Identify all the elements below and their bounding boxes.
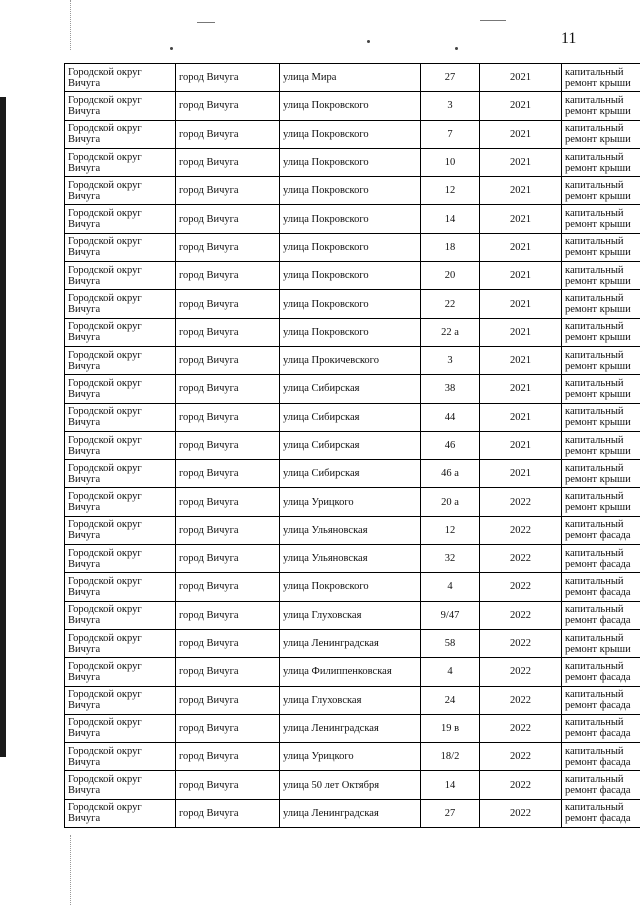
district-cell: Городской округ Вичуга: [65, 64, 176, 92]
table-row: [65, 205, 640, 233]
street-cell: улица Ленинградская: [280, 799, 421, 827]
scan-edge-shadow: [0, 97, 6, 757]
street-cell: улица Покровского: [280, 262, 421, 290]
street-cell: улица Прокичевского: [280, 346, 421, 374]
street-cell: улица Ульяновская: [280, 516, 421, 544]
year-cell: 2021: [480, 177, 562, 205]
street-cell: улица Покровского: [280, 233, 421, 261]
work-type-cell: капитальный ремонт крыши: [562, 120, 640, 148]
year-cell: 2022: [480, 714, 562, 742]
work-type-cell: капитальный ремонт крыши: [562, 403, 640, 431]
district-cell: Городской округ Вичуга: [65, 799, 176, 827]
scan-dot: [455, 47, 458, 50]
city-cell: город Вичуга: [176, 92, 280, 120]
district-cell: Городской округ Вичуга: [65, 743, 176, 771]
house-number-cell: 12: [421, 516, 480, 544]
district-cell: Городской округ Вичуга: [65, 346, 176, 374]
house-number-cell: 32: [421, 545, 480, 573]
year-cell: 2021: [480, 262, 562, 290]
table-row: [65, 148, 640, 176]
street-cell: улица Ленинградская: [280, 714, 421, 742]
house-number-cell: 58: [421, 629, 480, 657]
year-cell: 2022: [480, 743, 562, 771]
table-row: [65, 262, 640, 290]
house-number-cell: 4: [421, 658, 480, 686]
work-type-cell: капитальный ремонт фасада: [562, 601, 640, 629]
district-cell: Городской округ Вичуга: [65, 714, 176, 742]
year-cell: 2021: [480, 205, 562, 233]
street-cell: улица Ленинградская: [280, 629, 421, 657]
street-cell: улица Мира: [280, 64, 421, 92]
city-cell: город Вичуга: [176, 799, 280, 827]
street-cell: улица Покровского: [280, 290, 421, 318]
year-cell: 2022: [480, 658, 562, 686]
city-cell: город Вичуга: [176, 431, 280, 459]
street-cell: улица Покровского: [280, 120, 421, 148]
street-cell: улица Покровского: [280, 318, 421, 346]
table-row: [65, 545, 640, 573]
year-cell: 2021: [480, 431, 562, 459]
scan-dotted-line: [70, 835, 72, 905]
table-row: [65, 318, 640, 346]
house-number-cell: 20: [421, 262, 480, 290]
work-type-cell: капитальный ремонт крыши: [562, 233, 640, 261]
work-type-cell: капитальный ремонт крыши: [562, 460, 640, 488]
scan-dot: [170, 47, 173, 50]
work-type-cell: капитальный ремонт фасада: [562, 771, 640, 799]
year-cell: 2022: [480, 545, 562, 573]
city-cell: город Вичуга: [176, 573, 280, 601]
table-row: [65, 573, 640, 601]
city-cell: город Вичуга: [176, 375, 280, 403]
house-number-cell: 20 а: [421, 488, 480, 516]
district-cell: Городской округ Вичуга: [65, 375, 176, 403]
house-number-cell: 38: [421, 375, 480, 403]
city-cell: город Вичуга: [176, 686, 280, 714]
work-type-cell: капитальный ремонт крыши: [562, 290, 640, 318]
district-cell: Городской округ Вичуга: [65, 262, 176, 290]
scan-mark: [197, 22, 215, 23]
city-cell: город Вичуга: [176, 177, 280, 205]
work-type-cell: капитальный ремонт фасада: [562, 799, 640, 827]
work-type-cell: капитальный ремонт крыши: [562, 148, 640, 176]
district-cell: Городской округ Вичуга: [65, 516, 176, 544]
table-row: [65, 516, 640, 544]
district-cell: Городской округ Вичуга: [65, 403, 176, 431]
city-cell: город Вичуга: [176, 290, 280, 318]
table-row: [65, 658, 640, 686]
year-cell: 2022: [480, 601, 562, 629]
year-cell: 2021: [480, 92, 562, 120]
year-cell: 2021: [480, 148, 562, 176]
house-number-cell: 19 в: [421, 714, 480, 742]
city-cell: город Вичуга: [176, 120, 280, 148]
house-number-cell: 27: [421, 799, 480, 827]
year-cell: 2021: [480, 233, 562, 261]
city-cell: город Вичуга: [176, 771, 280, 799]
house-number-cell: 22: [421, 290, 480, 318]
district-cell: Городской округ Вичуга: [65, 290, 176, 318]
house-number-cell: 46: [421, 431, 480, 459]
district-cell: Городской округ Вичуга: [65, 177, 176, 205]
district-cell: Городской округ Вичуга: [65, 460, 176, 488]
district-cell: Городской округ Вичуга: [65, 233, 176, 261]
table-row: [65, 460, 640, 488]
year-cell: 2021: [480, 318, 562, 346]
work-type-cell: капитальный ремонт крыши: [562, 64, 640, 92]
district-cell: Городской округ Вичуга: [65, 601, 176, 629]
district-cell: Городской округ Вичуга: [65, 488, 176, 516]
city-cell: город Вичуга: [176, 205, 280, 233]
year-cell: 2022: [480, 799, 562, 827]
city-cell: город Вичуга: [176, 601, 280, 629]
district-cell: Городской округ Вичуга: [65, 573, 176, 601]
work-type-cell: капитальный ремонт крыши: [562, 375, 640, 403]
house-number-cell: 22 а: [421, 318, 480, 346]
street-cell: улица Покровского: [280, 92, 421, 120]
house-number-cell: 9/47: [421, 601, 480, 629]
work-type-cell: капитальный ремонт фасада: [562, 714, 640, 742]
house-number-cell: 27: [421, 64, 480, 92]
street-cell: улица Урицкого: [280, 488, 421, 516]
city-cell: город Вичуга: [176, 233, 280, 261]
table-row: [65, 177, 640, 205]
house-number-cell: 12: [421, 177, 480, 205]
street-cell: улица Сибирская: [280, 403, 421, 431]
work-type-cell: капитальный ремонт крыши: [562, 205, 640, 233]
city-cell: город Вичуга: [176, 488, 280, 516]
street-cell: улица Покровского: [280, 205, 421, 233]
work-type-cell: капитальный ремонт фасада: [562, 516, 640, 544]
street-cell: улица Глуховская: [280, 686, 421, 714]
year-cell: 2021: [480, 64, 562, 92]
street-cell: улица Филиппенковская: [280, 658, 421, 686]
work-type-cell: капитальный ремонт крыши: [562, 346, 640, 374]
work-type-cell: капитальный ремонт фасада: [562, 743, 640, 771]
house-number-cell: 14: [421, 205, 480, 233]
house-number-cell: 18/2: [421, 743, 480, 771]
scan-mark: [480, 20, 506, 21]
house-number-cell: 10: [421, 148, 480, 176]
work-type-cell: капитальный ремонт крыши: [562, 318, 640, 346]
table-row: [65, 120, 640, 148]
year-cell: 2022: [480, 771, 562, 799]
scan-dot: [367, 40, 370, 43]
table-row: [65, 64, 640, 92]
city-cell: город Вичуга: [176, 516, 280, 544]
table-row: [65, 799, 640, 827]
table-row: [65, 771, 640, 799]
house-number-cell: 3: [421, 92, 480, 120]
scan-dotted-line: [70, 0, 72, 50]
year-cell: 2021: [480, 375, 562, 403]
city-cell: город Вичуга: [176, 64, 280, 92]
street-cell: улица Урицкого: [280, 743, 421, 771]
house-number-cell: 24: [421, 686, 480, 714]
city-cell: город Вичуга: [176, 658, 280, 686]
city-cell: город Вичуга: [176, 403, 280, 431]
table-body: [65, 64, 640, 828]
district-cell: Городской округ Вичуга: [65, 120, 176, 148]
street-cell: улица Сибирская: [280, 431, 421, 459]
table-row: [65, 403, 640, 431]
table-row: [65, 629, 640, 657]
street-cell: улица Покровского: [280, 148, 421, 176]
house-number-cell: 44: [421, 403, 480, 431]
table-row: [65, 290, 640, 318]
house-number-cell: 4: [421, 573, 480, 601]
city-cell: город Вичуга: [176, 318, 280, 346]
house-number-cell: 7: [421, 120, 480, 148]
work-type-cell: капитальный ремонт крыши: [562, 629, 640, 657]
table-row: [65, 431, 640, 459]
city-cell: город Вичуга: [176, 629, 280, 657]
work-type-cell: капитальный ремонт крыши: [562, 177, 640, 205]
work-type-cell: капитальный ремонт фасада: [562, 686, 640, 714]
city-cell: город Вичуга: [176, 460, 280, 488]
city-cell: город Вичуга: [176, 714, 280, 742]
year-cell: 2022: [480, 488, 562, 516]
district-cell: Городской округ Вичуга: [65, 629, 176, 657]
district-cell: Городской округ Вичуга: [65, 318, 176, 346]
table-row: [65, 488, 640, 516]
table-row: [65, 601, 640, 629]
district-cell: Городской округ Вичуга: [65, 431, 176, 459]
street-cell: улица 50 лет Октября: [280, 771, 421, 799]
page-number: 11: [561, 30, 577, 47]
city-cell: город Вичуга: [176, 743, 280, 771]
work-type-cell: капитальный ремонт фасада: [562, 658, 640, 686]
street-cell: улица Сибирская: [280, 375, 421, 403]
year-cell: 2022: [480, 629, 562, 657]
city-cell: город Вичуга: [176, 346, 280, 374]
city-cell: город Вичуга: [176, 148, 280, 176]
house-number-cell: 18: [421, 233, 480, 261]
year-cell: 2021: [480, 460, 562, 488]
street-cell: улица Сибирская: [280, 460, 421, 488]
table-row: [65, 714, 640, 742]
city-cell: город Вичуга: [176, 545, 280, 573]
street-cell: улица Ульяновская: [280, 545, 421, 573]
work-type-cell: капитальный ремонт крыши: [562, 262, 640, 290]
table-row: [65, 686, 640, 714]
housing-repair-table: [64, 63, 640, 828]
year-cell: 2022: [480, 686, 562, 714]
district-cell: Городской округ Вичуга: [65, 148, 176, 176]
street-cell: улица Глуховская: [280, 601, 421, 629]
year-cell: 2021: [480, 346, 562, 374]
table-row: [65, 375, 640, 403]
work-type-cell: капитальный ремонт фасада: [562, 545, 640, 573]
year-cell: 2021: [480, 120, 562, 148]
district-cell: Городской округ Вичуга: [65, 545, 176, 573]
house-number-cell: 3: [421, 346, 480, 374]
district-cell: Городской округ Вичуга: [65, 205, 176, 233]
district-cell: Городской округ Вичуга: [65, 686, 176, 714]
work-type-cell: капитальный ремонт крыши: [562, 488, 640, 516]
year-cell: 2021: [480, 290, 562, 318]
work-type-cell: капитальный ремонт крыши: [562, 92, 640, 120]
street-cell: улица Покровского: [280, 177, 421, 205]
district-cell: Городской округ Вичуга: [65, 92, 176, 120]
house-number-cell: 14: [421, 771, 480, 799]
city-cell: город Вичуга: [176, 262, 280, 290]
district-cell: Городской округ Вичуга: [65, 771, 176, 799]
table-row: [65, 233, 640, 261]
table-row: [65, 743, 640, 771]
table-row: [65, 92, 640, 120]
work-type-cell: капитальный ремонт фасада: [562, 573, 640, 601]
year-cell: 2022: [480, 573, 562, 601]
street-cell: улица Покровского: [280, 573, 421, 601]
table-row: [65, 346, 640, 374]
work-type-cell: капитальный ремонт крыши: [562, 431, 640, 459]
year-cell: 2021: [480, 403, 562, 431]
house-number-cell: 46 а: [421, 460, 480, 488]
year-cell: 2022: [480, 516, 562, 544]
district-cell: Городской округ Вичуга: [65, 658, 176, 686]
